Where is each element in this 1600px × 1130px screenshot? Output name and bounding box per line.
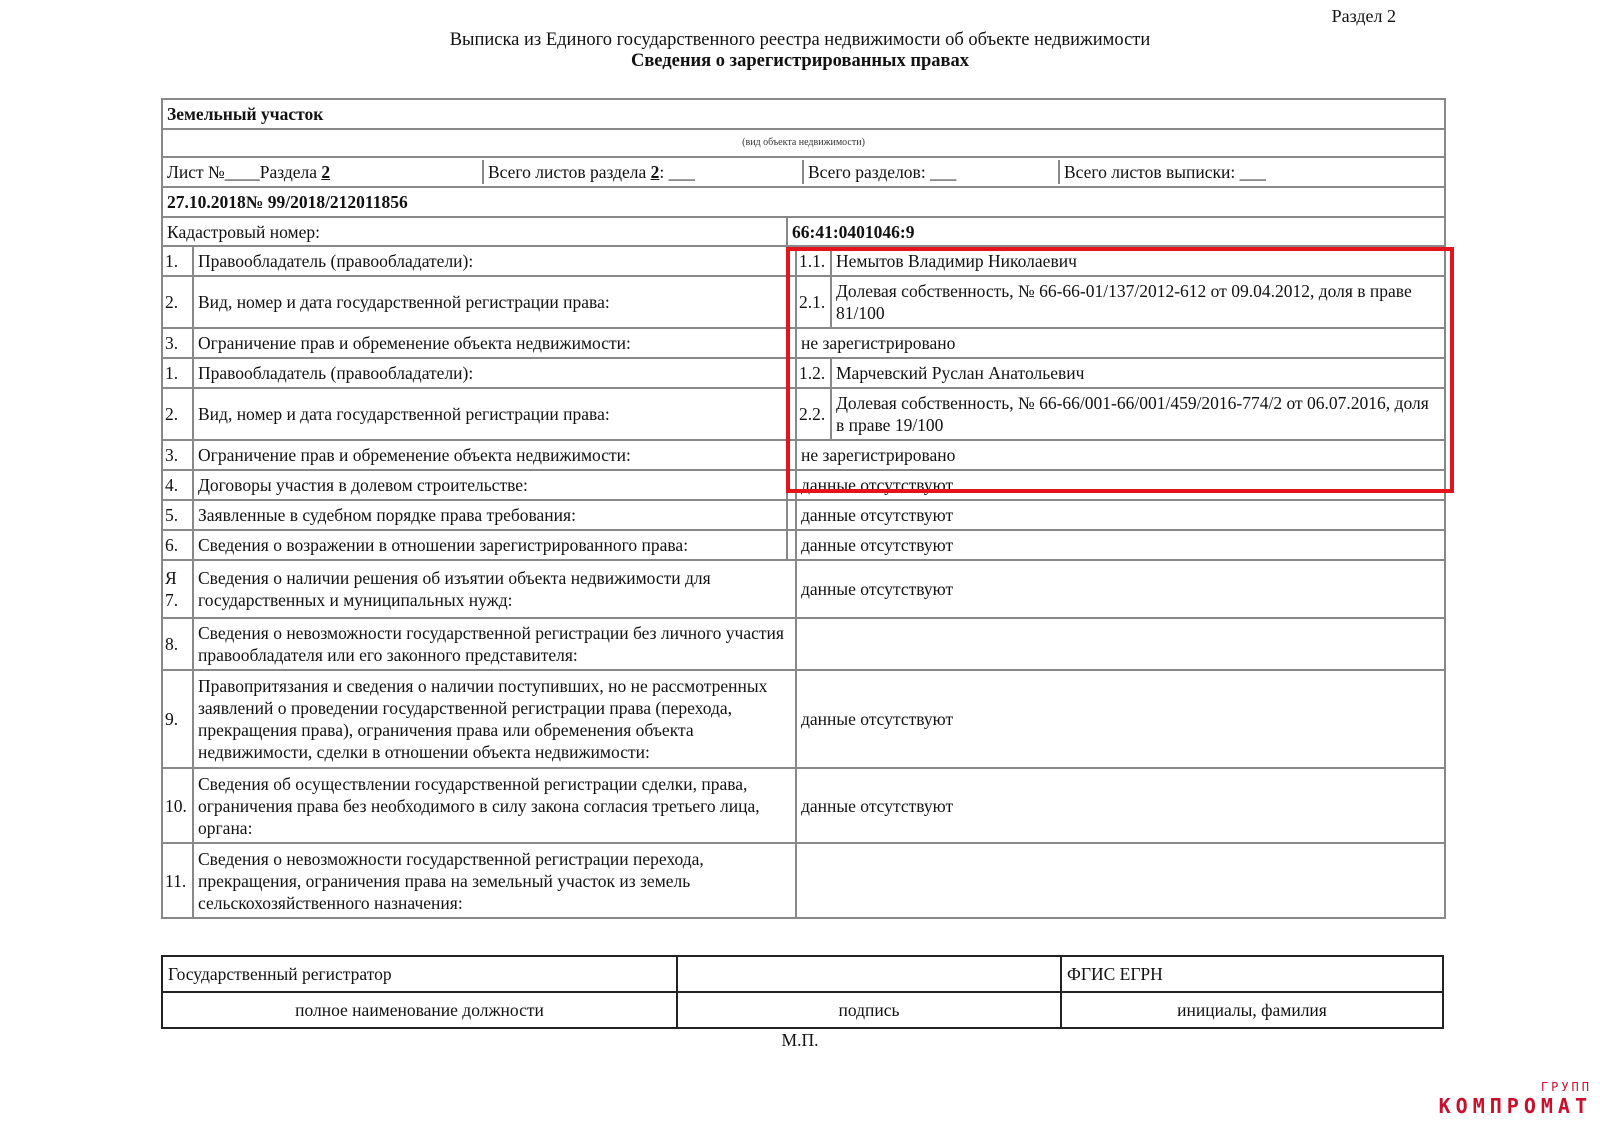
section-label: Раздел 2 bbox=[1331, 6, 1396, 26]
caption-name: инициалы, фамилия bbox=[1061, 992, 1443, 1028]
row-number: 2. bbox=[162, 276, 193, 328]
date-number: 27.10.2018№ 99/2018/212011856 bbox=[162, 187, 1445, 217]
highlight-frame bbox=[786, 247, 1454, 493]
total-sections: Всего разделов: ___ bbox=[803, 160, 1059, 184]
row-number: Я 7. bbox=[162, 560, 193, 618]
table-row bbox=[162, 618, 1445, 670]
row-number: 3. bbox=[162, 328, 193, 358]
row-label: Сведения об осуществлении государственной регистрации сделки, права, ограничения права без необходимого в силу закона согласия третьего лица, органа: bbox=[193, 768, 796, 843]
row-label: Сведения о невозможности государственной регистрации без личного участия правообладателя или его законного представителя: bbox=[193, 618, 796, 670]
row-value: данные отсутствуют bbox=[796, 500, 1445, 530]
row-number: 4. bbox=[162, 470, 193, 500]
row-number: 5. bbox=[162, 500, 193, 530]
watermark-sup: ГРУПП bbox=[1540, 1080, 1592, 1094]
row-number: 2. bbox=[162, 388, 193, 440]
total-extract-sheets: Всего листов выписки: ___ bbox=[1064, 162, 1266, 182]
row-label: Правообладатель (правообладатели): bbox=[193, 358, 787, 388]
table-row bbox=[162, 843, 1445, 918]
row-label: Ограничение прав и обременение объекта недвижимости: bbox=[193, 328, 787, 358]
row-number: 3. bbox=[162, 440, 193, 470]
watermark-logo bbox=[1439, 1080, 1592, 1118]
row-value: данные отсутствуют bbox=[796, 670, 1445, 768]
cadastral-number: 66:41:0401046:9 bbox=[787, 217, 1445, 246]
watermark-main: КОМПРОМАТ bbox=[1438, 1094, 1592, 1118]
registrar-position: Государственный регистратор bbox=[162, 956, 677, 992]
row-value bbox=[796, 618, 1445, 670]
row-value: данные отсутствуют bbox=[796, 530, 1445, 560]
rights-table bbox=[161, 98, 1446, 919]
stamp-label: М.П. bbox=[781, 1030, 819, 1050]
row-number: 6. bbox=[162, 530, 193, 560]
row-value: данные отсутствуют bbox=[796, 560, 1445, 618]
row-label: Правопритязания и сведения о наличии поступивших, но не рассмотренных заявлений о проведении государственной регистрации права (перехода, прекращения права), ограничения права или обременения объекта недвижимости, сделки в отношении объекта недвижимости: bbox=[193, 670, 796, 768]
row-value: данные отсутствуют bbox=[796, 470, 1445, 500]
row-label: Вид, номер и дата государственной регистрации права: bbox=[193, 388, 787, 440]
row-subnumber: 2.1. bbox=[796, 276, 831, 328]
caption-position: полное наименование должности bbox=[162, 992, 677, 1028]
sheet-info-row bbox=[163, 160, 1444, 184]
row-value: не зарегистрировано bbox=[796, 440, 1445, 470]
row-subnumber: 1.2. bbox=[796, 358, 831, 388]
cadastral-label: Кадастровый номер: bbox=[162, 217, 787, 246]
row-subnumber: 1.1. bbox=[796, 246, 831, 276]
row-label: Заявленные в судебном порядке права требования: bbox=[193, 500, 787, 530]
row-number: 9. bbox=[162, 670, 193, 768]
row-value: Долевая собственность, № 66-66-01/137/2012-612 от 09.04.2012, доля в праве 81/100 bbox=[831, 276, 1445, 328]
row-label: Сведения о невозможности государственной регистрации перехода, прекращения, ограничения права на земельный участок из земель сельскохозяйственного назначения: bbox=[193, 843, 796, 918]
row-label: Правообладатель (правообладатели): bbox=[193, 246, 787, 276]
row-label: Сведения о наличии решения об изъятии объекта недвижимости для государственных и муниципальных нужд: bbox=[193, 560, 796, 618]
table-row bbox=[162, 670, 1445, 768]
row-label: Вид, номер и дата государственной регистрации права: bbox=[193, 276, 787, 328]
object-type: Земельный участок bbox=[162, 99, 1445, 129]
registrar-name: ФГИС ЕГРН bbox=[1061, 956, 1443, 992]
total-section-sheets: Всего листов раздела 2: ___ bbox=[483, 160, 803, 184]
signature-table bbox=[161, 955, 1444, 1029]
row-value: Долевая собственность, № 66-66/001-66/001/459/2016-774/2 от 06.07.2016, доля в праве 19/100 bbox=[831, 388, 1445, 440]
table-row bbox=[162, 530, 1445, 560]
row-value: данные отсутствуют bbox=[796, 768, 1445, 843]
row-number: 11. bbox=[162, 843, 193, 918]
row-label: Ограничение прав и обременение объекта недвижимости: bbox=[193, 440, 787, 470]
object-type-caption: (вид объекта недвижимости) bbox=[162, 129, 1445, 157]
row-value: Немытов Владимир Николаевич bbox=[831, 246, 1445, 276]
sheet-number: Лист №____Раздела 2 bbox=[163, 160, 483, 184]
row-value: Марчевский Руслан Анатольевич bbox=[831, 358, 1445, 388]
row-number: 8. bbox=[162, 618, 193, 670]
row-number: 10. bbox=[162, 768, 193, 843]
table-row bbox=[162, 768, 1445, 843]
table-row bbox=[162, 560, 1445, 618]
row-value bbox=[796, 843, 1445, 918]
document-subtitle: Сведения о зарегистрированных правах bbox=[630, 51, 970, 71]
caption-signature: подпись bbox=[677, 992, 1061, 1028]
row-number: 1. bbox=[162, 358, 193, 388]
row-value: не зарегистрировано bbox=[796, 328, 1445, 358]
row-label: Договоры участия в долевом строительстве: bbox=[193, 470, 787, 500]
row-number: 1. bbox=[162, 246, 193, 276]
document-title: Выписка из Единого государственного реестра недвижимости об объекте недвижимости bbox=[449, 30, 1151, 50]
row-subnumber: 2.2. bbox=[796, 388, 831, 440]
table-row bbox=[162, 500, 1445, 530]
row-label: Сведения о возражении в отношении зарегистрированного права: bbox=[193, 530, 787, 560]
registrar-signature bbox=[677, 956, 1061, 992]
